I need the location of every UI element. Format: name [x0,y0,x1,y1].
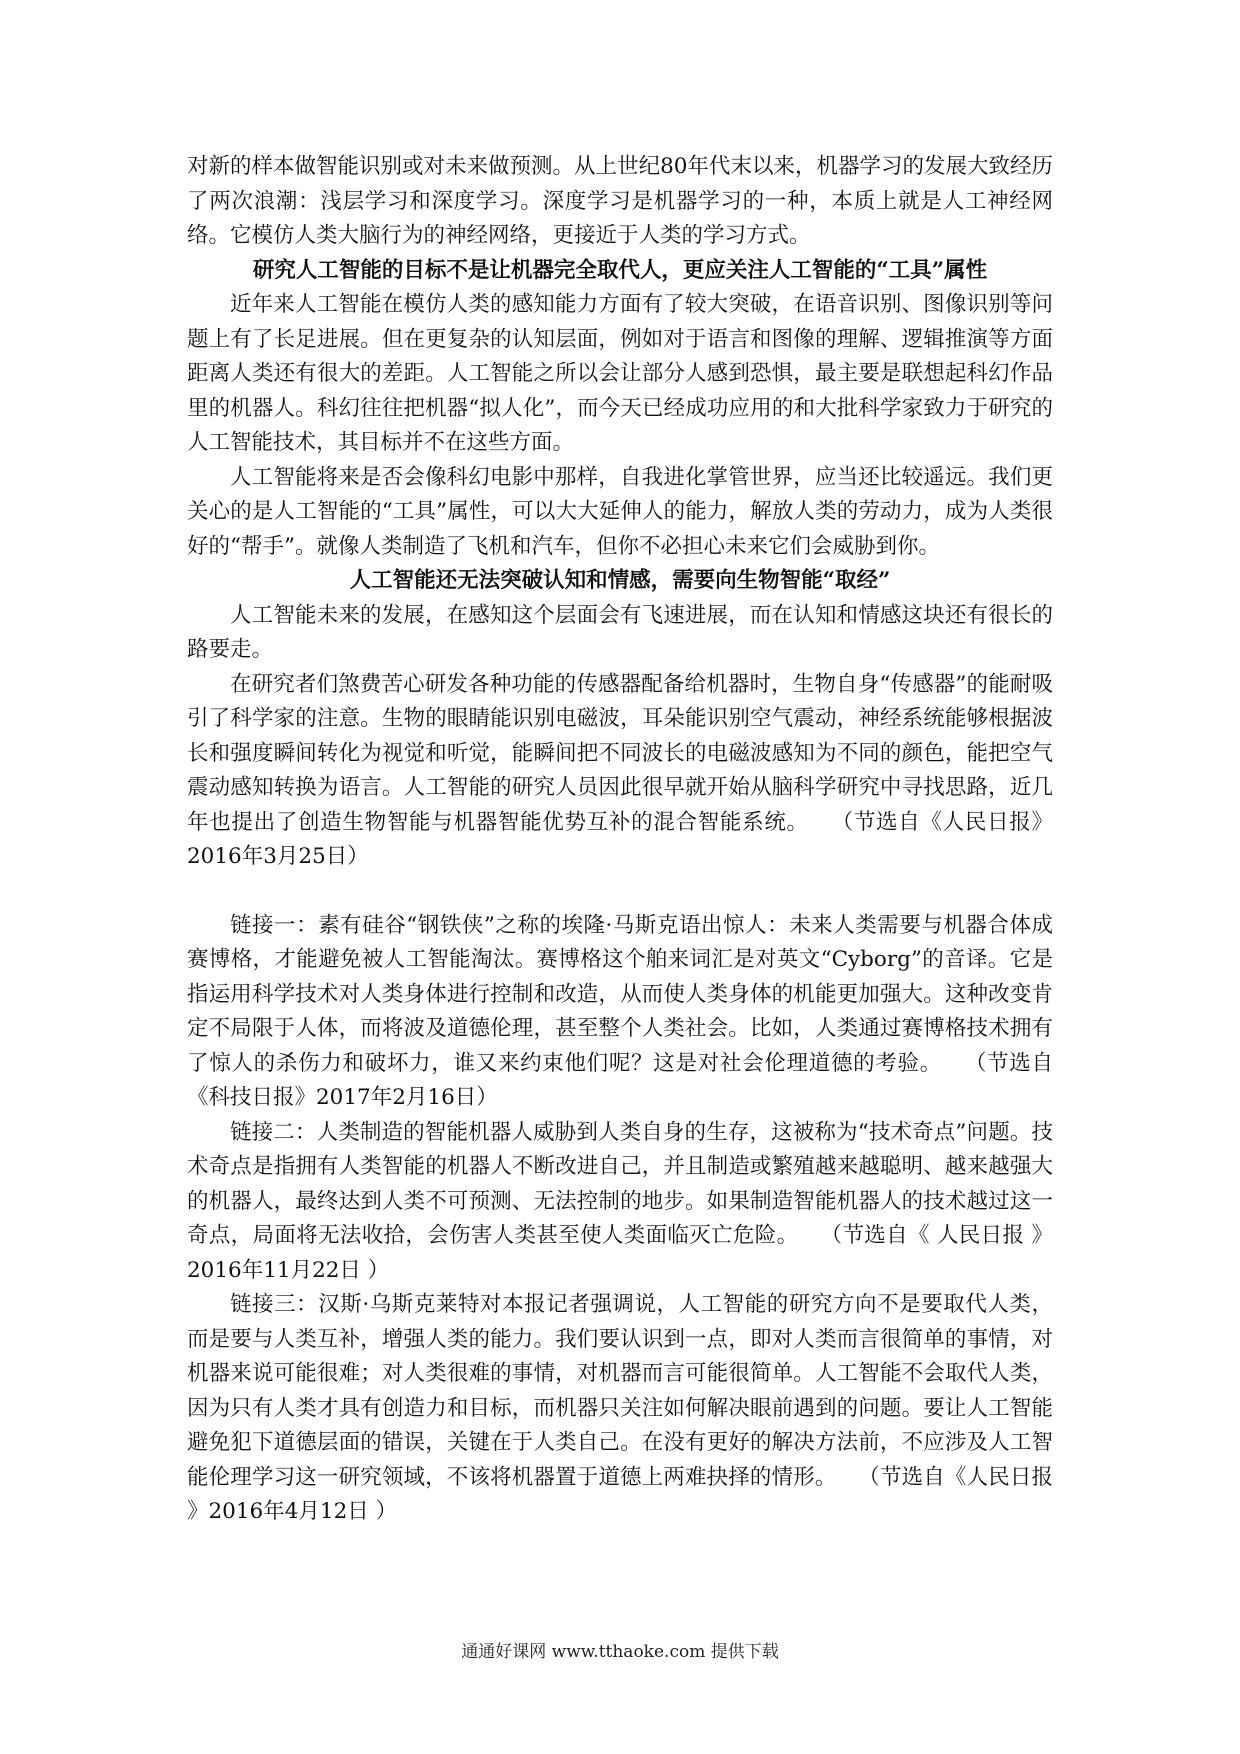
paragraph-spacer [187,875,1053,909]
link-three-paragraph: 链接三：汉斯·乌斯克莱特对本报记者强调说，人工智能的研究方向不是要取代人类，而是要与人类互补，增强人类的能力。我们要认识到一点，即对人类而言很简单的事情，对机器来说可能很难；对人类很难的事情，对机器而言可能很简单。人工智能不会取代人类，因为只有人类才具有创造力和目标，而机器只关注如何解决眼前遇到的问题。要让人工智能避免犯下道德层面的错误，关键在于人类自己。在没有更好的解决方法前，不应涉及人工智能伦理学习这一研究领域，不该将机器置于道德上两难抉择的情形。 （节选自《人民日报 》2016年4月12日 ） [187,1292,1053,1524]
body-paragraph: 近年来人工智能在模仿人类的感知能力方面有了较大突破，在语音识别、图像识别等问题上有了长足进展。但在更复杂的认知层面，例如对于语言和图像的理解、逻辑推演等方面距离人类还有很大的差距。人工智能之所以会让部分人感到恐惧，最主要是联想起科幻作品里的机器人。科幻往往把机器“拟人化”，而今天已经成功应用的和大批科学家致力于研究的人工智能技术，其目标并不在这些方面。 [187,292,1053,455]
document-body [187,150,1053,1530]
body-paragraph: 人工智能未来的发展，在感知这个层面会有飞速进展，而在认知和情感这块还有很长的路要走。 [187,602,1053,662]
section-heading-tool-attribute: 研究人工智能的目标不是让机器完全取代人，更应关注人工智能的“工具”属性 [252,257,988,283]
body-paragraph: 人工智能将来是否会像科幻电影中那样，自我进化掌管世界，应当还比较遥远。我们更关心的是人工智能的“工具”属性，可以大大延伸人的能力，解放人类的劳动力，成为人类很好的“帮手”。就像人类制造了飞机和汽车，但你不必担心未来它们会威胁到你。 [187,464,1053,559]
section-heading-bio-intelligence: 人工智能还无法突破认知和情感，需要向生物智能“取经” [349,568,891,593]
intro-paragraph: 对新的样本做智能识别或对未来做预测。从上世纪80年代末以来，机器学习的发展大致经历了两次浪潮：浅层学习和深度学习。深度学习是机器学习的一种，本质上就是人工神经网络。它模仿人类大脑行为的神经网络，更接近于人类的学习方式。 [187,154,1053,248]
page-footer: 通通好课网 www.tthaoke.com 提供下载 [461,1642,779,1662]
body-paragraph: 在研究者们煞费苦心研发各种功能的传感器配备给机器时，生物自身“传感器”的能耐吸引了科学家的注意。生物的眼睛能识别电磁波，耳朵能识别空气震动，神经系统能够根据波长和强度瞬间转化为视觉和听觉，能瞬间把不同波长的电磁波感知为不同的颜色，能把空气震动感知转换为语言。人工智能的研究人员因此很早就开始从脑科学研究中寻找思路，近几年也提出了创造生物智能与机器智能优势互补的混合智能系统。 （节选自《人民日报》2016年3月25日） [187,671,1053,869]
link-one-paragraph: 链接一：素有硅谷“钢铁侠”之称的埃隆·马斯克语出惊人：未来人类需要与机器合体成赛博格，才能避免被人工智能淘汰。赛博格这个舶来词汇是对英文“Cyborg”的音译。它是指运用科学技术对人类身体进行控制和改造，从而使人类身体的机能更加强大。这种改变肯定不局限于人体，而将波及道德伦理，甚至整个人类社会。比如，人类通过赛博格技术拥有了惊人的杀伤力和破坏力，谁又来约束他们呢？这是对社会伦理道德的考验。 （节选自《科技日报》2017年2月16日） [187,912,1053,1110]
link-two-paragraph: 链接二：人类制造的智能机器人威胁到人类自身的生存，这被称为“技术奇点”问题。技术奇点是指拥有人类智能的机器人不断改进自己，并且制造或繁殖越来越聪明、越来越强大的机器人，最终达到人类不可预测、无法控制的地步。如果制造智能机器人的技术越过这一奇点，局面将无法收拾，会伤害人类甚至使人类面临灭亡危险。 （节选自《 人民日报 》 2016年11月22日 ） [187,1119,1053,1283]
